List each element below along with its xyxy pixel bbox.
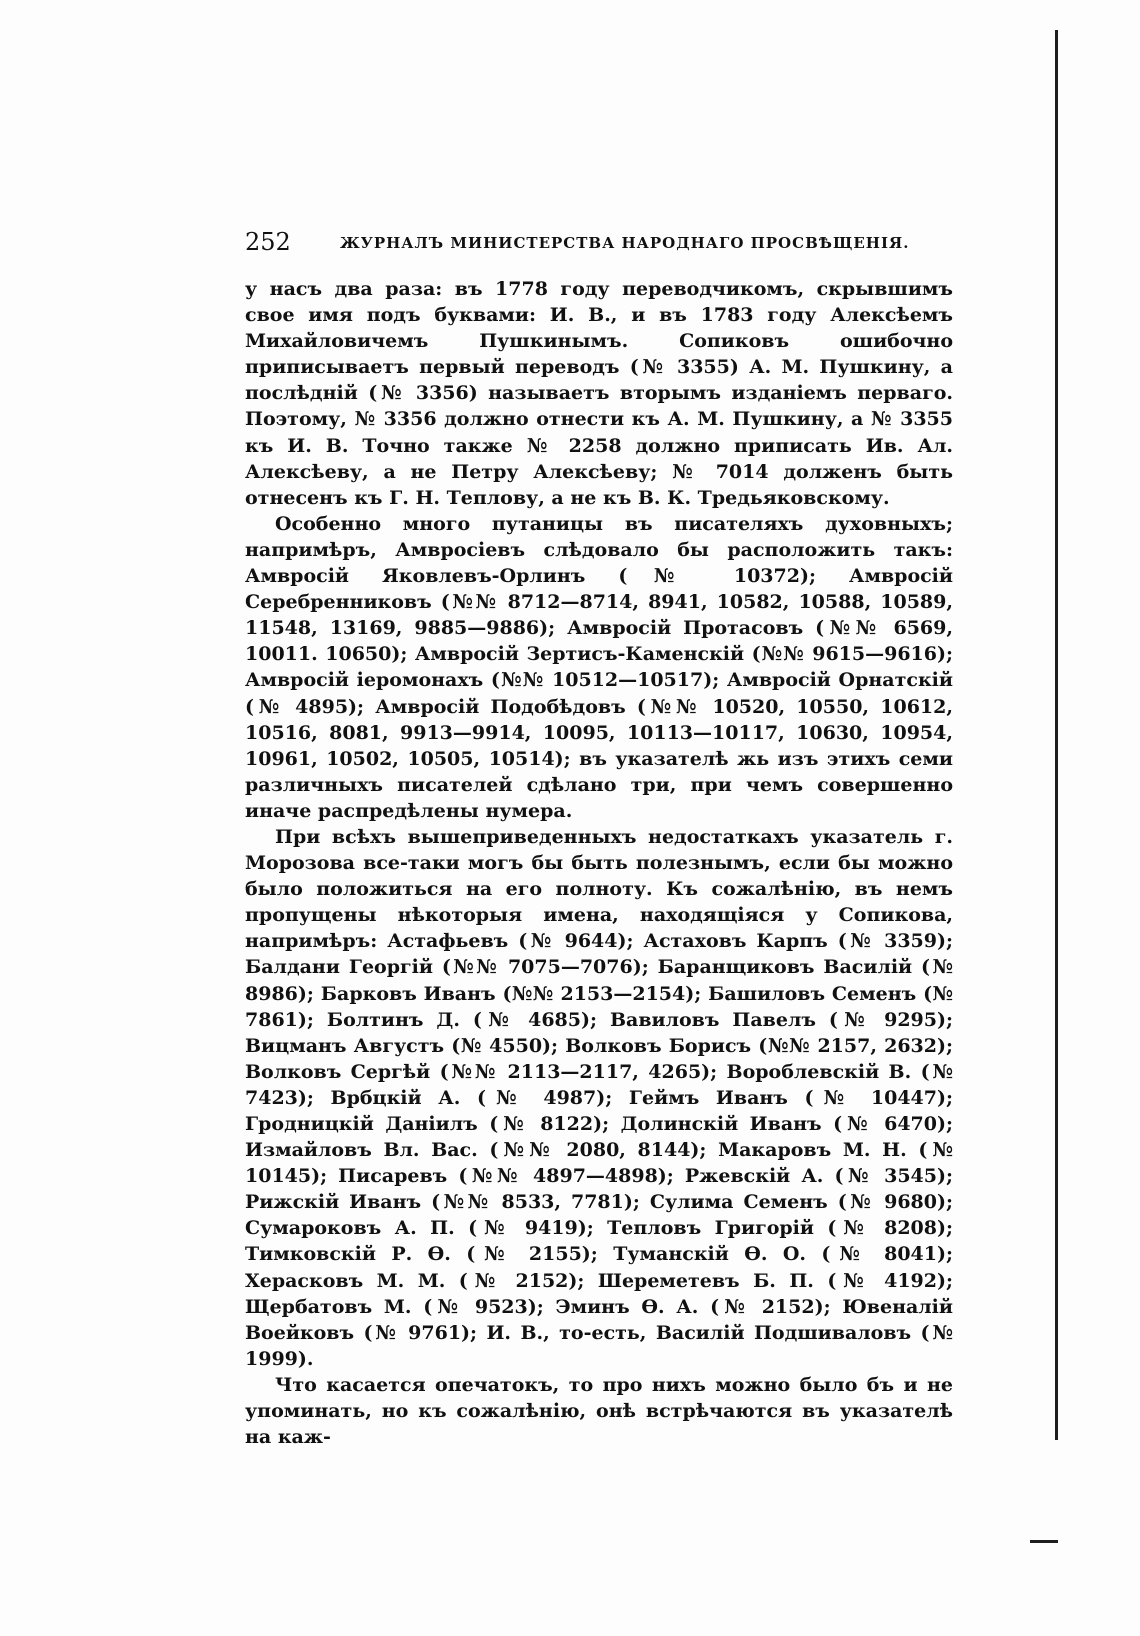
journal-title: ЖУРНАЛЪ МИНИСТЕРСТВА НАРОДНАГО ПРОСВѢЩЕНІЯ. (340, 234, 910, 252)
paragraph-omissions: При всѣхъ вышеприведенныхъ недостаткахъ указатель г. Морозова все-таки могъ бы быть полезнымъ, если бы можно было положиться на его полноту. Къ сожалѣнію, въ немъ пропущены нѣкоторыя имена, находящіяся у Сопикова, напримѣръ: Астафьевъ (№ 9644); Астаховъ Карпъ (№ 3359); Балдани Георгій (№№ 7075—7076); Баранщиковъ Василій (№ 8986); Барковъ Иванъ (№№ 2153—2154); Башиловъ Семенъ (№ 7861); Болтинъ Д. (№ 4685); Вавиловъ Павелъ (№ 9295); Вицманъ Августъ (№ 4550); Волковъ Борисъ (№№ 2157, 2632); Волковъ Сергѣй (№№ 2113—2117, 4265); Вороблевскій В. (№ 7423); Врбцкій А. (№ 4987); Геймъ Иванъ (№ 10447); Гродницкій Даніилъ (№ 8122); Долинскій Иванъ (№ 6470); Измайловъ Вл. Вас. (№№ 2080, 8144); Макаровъ М. Н. (№ 10145); Писаревъ (№№ 4897—4898); Ржевскій А. (№ 3545); Рижскій Иванъ (№№ 8533, 7781); Сулима Семенъ (№ 9680); Сумароковъ А. П. (№ 9419); Тепловъ Григорій (№ 8208); Тимковскій Р. Ѳ. (№ 2155); Туманскій Ѳ. О. (№ 8041); Херасковъ М. М. (№ 2152); Шереметевъ Б. П. (№ 4192); Щербатовъ М. (№ 9523); Эминъ Ѳ. А. (№ 2152); Ювеналій Воейковъ (№ 9761); И. В., то-есть, Василій Подшиваловъ (№ 1999). (245, 825, 953, 1370)
scan-mark (1030, 1540, 1058, 1543)
scan-edge-line (1055, 30, 1058, 1440)
running-header (245, 228, 965, 258)
paragraph-continuation: у насъ два раза: въ 1778 году переводчикомъ, скрывшимъ свое имя подъ буквами: И. В., и въ 1783 году Алексѣемъ Михайловичемъ Пушкинымъ. Сопиковъ ошибочно приписываетъ первый переводъ (№ 3355) А. М. Пушкину, а послѣдній (№ 3356) называетъ вторымъ изданіемъ перваго. Поэтому, № 3356 должно отнести къ А. М. Пушкину, а № 3355 къ И. В. Точно также № 2258 должно приписать Ив. Ал. Алексѣеву, а не Петру Алексѣеву; № 7014 долженъ быть отнесенъ къ Г. Н. Теплову, а не къ В. К. Тредьяковскому. (245, 278, 953, 509)
page-number: 252 (245, 228, 291, 256)
paragraph-misprints: Что касается опечатокъ, то про нихъ можно было бъ и не упоминать, но къ сожалѣнію, онѣ встрѣчаются въ указателѣ на каж- (245, 1373, 953, 1449)
body-text (245, 276, 953, 1450)
paragraph-ambrosii: Особенно много путаницы въ писателяхъ духовныхъ; напримѣръ, Амвросіевъ слѣдовало бы расположить такъ: Амвросій Яковлевъ-Орлинъ (№ 10372); Амвросій Серебренниковъ (№№ 8712—8714, 8941, 10582, 10588, 10589, 11548, 13169, 9885—9886); Амвросій Протасовъ (№№ 6569, 10011. 10650); Амвросій Зертисъ-Каменскій (№№ 9615—9616); Амвросій іеромонахъ (№№ 10512—10517); Амвросій Орнатскій (№ 4895); Амвросій Подобѣдовъ (№№ 10520, 10550, 10612, 10516, 8081, 9913—9914, 10095, 10113—10117, 10630, 10954, 10961, 10502, 10505, 10514); въ указателѣ жь изъ этихъ семи различныхъ писателей сдѣлано три, при чемъ совершенно иначе распредѣлены нумера. (245, 512, 953, 822)
